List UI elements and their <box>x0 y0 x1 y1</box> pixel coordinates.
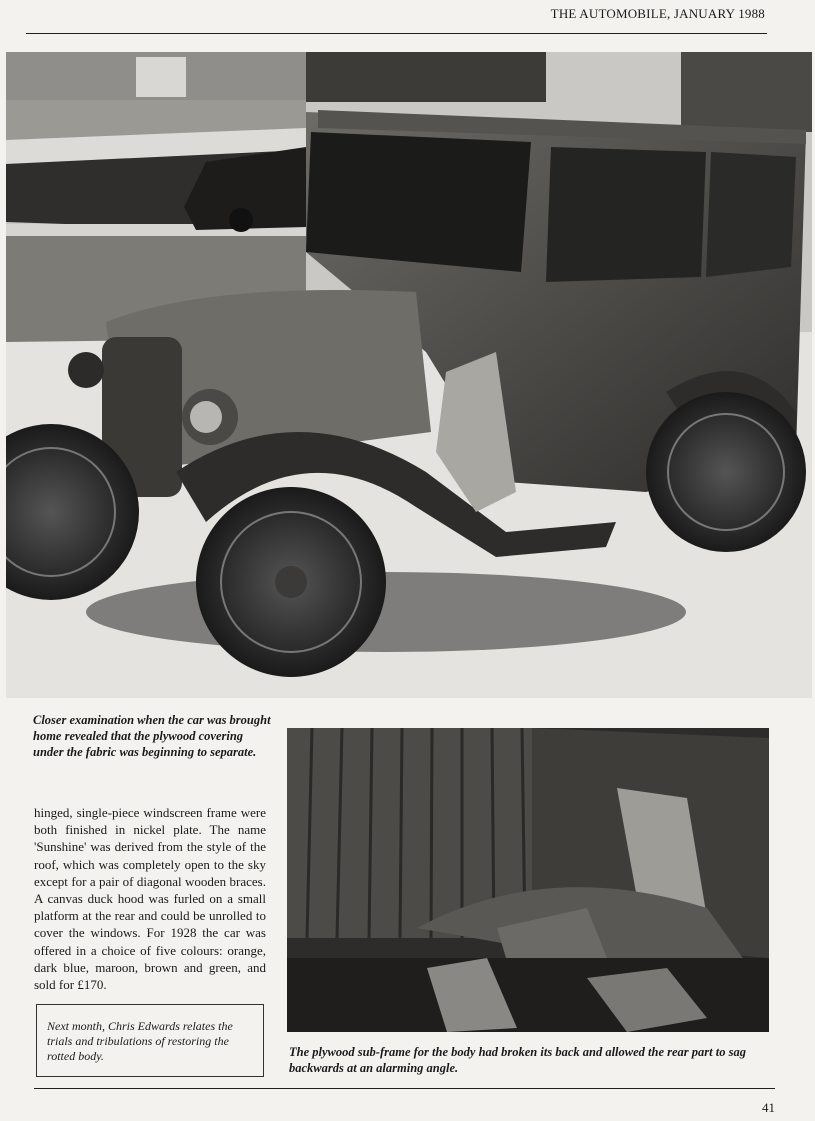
inset-photo-caption: The plywood sub-frame for the body had broken its back and allowed the rear part to sag backwards at an alarming angle. <box>289 1045 746 1075</box>
next-month-note: Next month, Chris Edwards relates the trials and tribulations of restoring the rotted body. <box>47 1019 233 1063</box>
vintage-car-photo <box>6 52 812 698</box>
footer-rule <box>34 1088 775 1089</box>
running-header: THE AUTOMOBILE, JANUARY 1988 <box>550 6 765 21</box>
article-body-text: hinged, single-piece windscreen frame were both finished in nickel plate. The name 'Sunshine' was derived from the style of the roof, which was completely open to the sky except for a pair of diagonal wooden braces. A canvas duck hood was furled on a small platform at the rear and could be unrolled to cover the windows. For 1928 the car was offered in a choice of five colours: orange, dark blue, maroon, brown and green, and sold for £170. <box>34 805 266 993</box>
page-number: 41 <box>762 1100 775 1115</box>
plywood-subframe-photo <box>287 728 769 1032</box>
next-month-note-box <box>36 1004 264 1077</box>
header-rule <box>26 33 767 34</box>
main-photo-caption: Closer examination when the car was brought home revealed that the plywood covering under the fabric was beginning to separate. <box>33 713 271 759</box>
